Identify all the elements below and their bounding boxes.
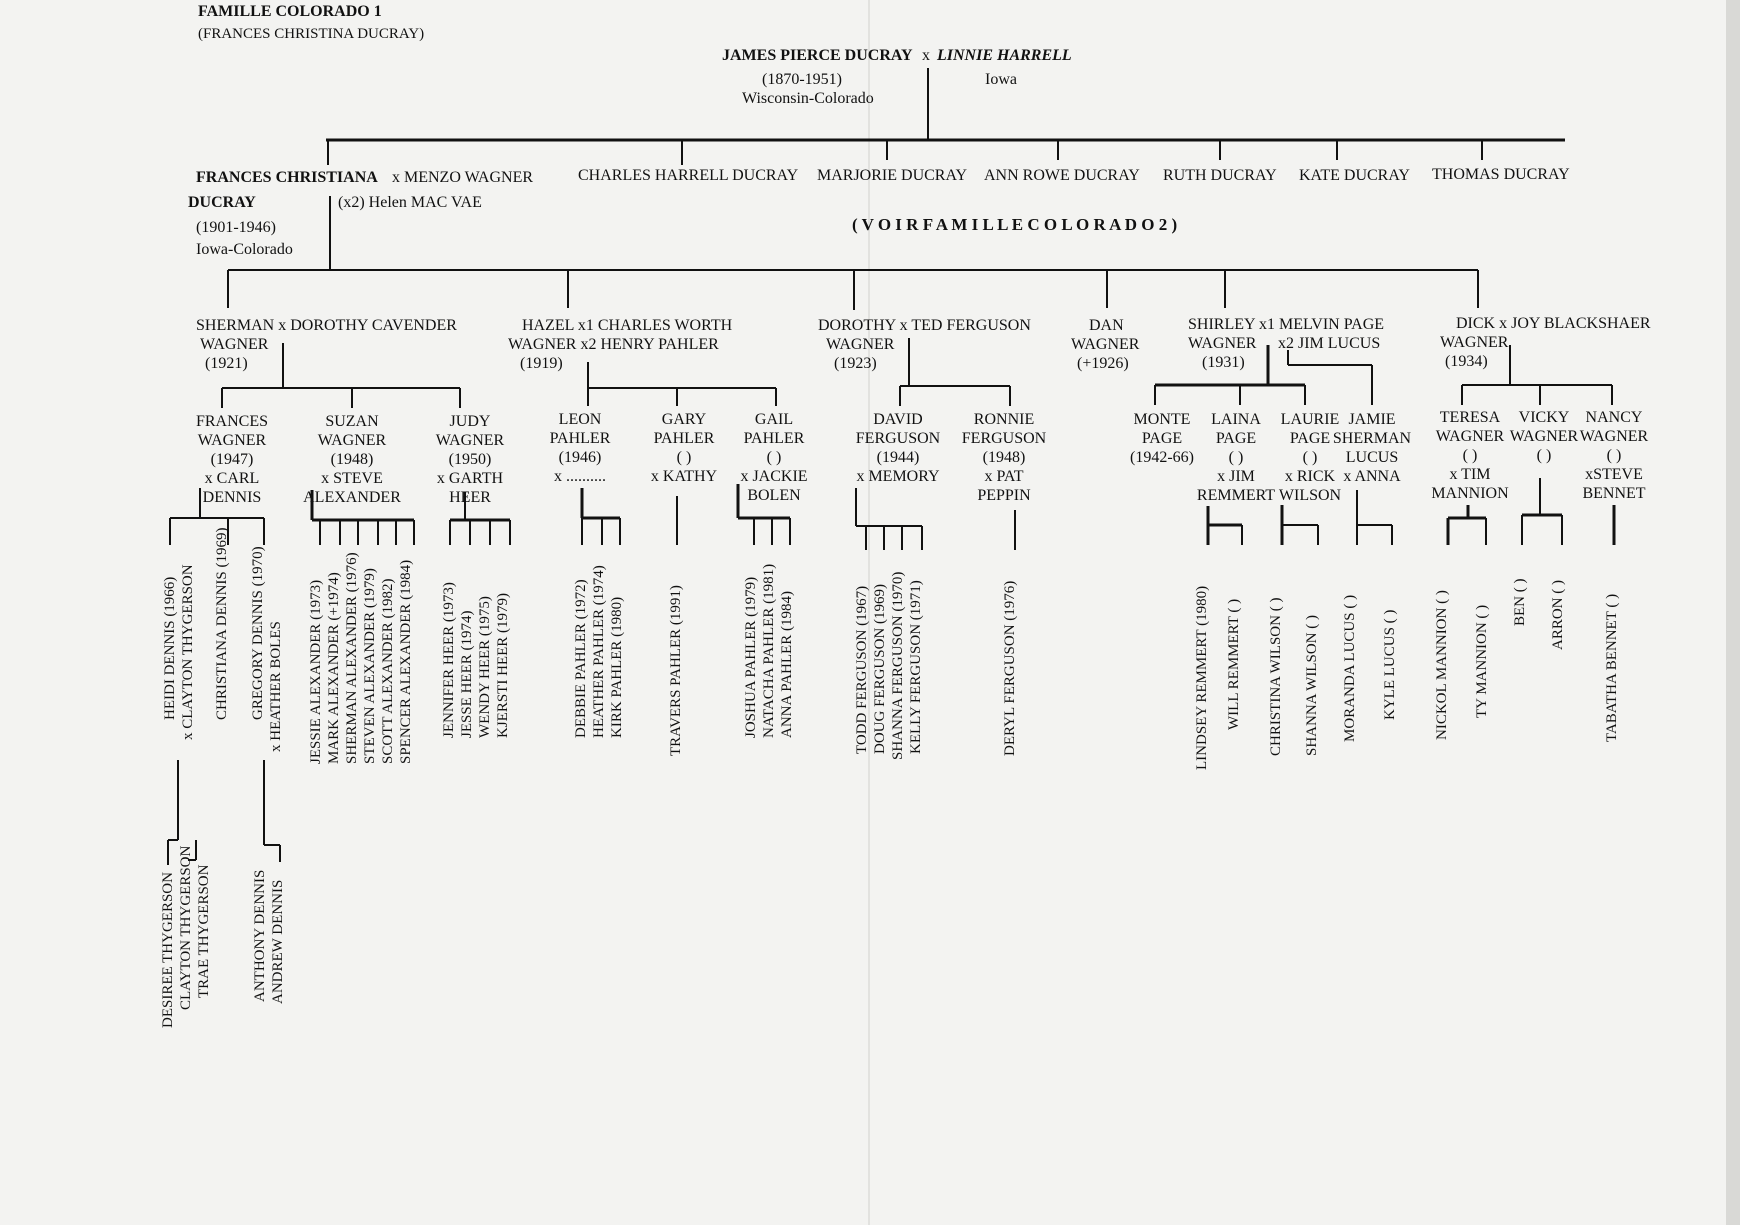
gen3-person-2-line-4: HEER <box>449 489 491 506</box>
gen3-person-14-line-0: NANCY <box>1585 409 1643 426</box>
dan-line1: DAN <box>1089 317 1124 334</box>
gen4-person-9: SCOTT ALEXANDER (1982) <box>380 578 396 764</box>
gen4-person-32: KYLE LUCUS ( ) <box>1382 609 1398 720</box>
dan-line2: WAGNER <box>1071 336 1140 353</box>
gen3-person-2-line-1: WAGNER <box>435 432 505 449</box>
root-dates: (1870-1951) <box>762 71 842 88</box>
gen4-person-10: SPENCER ALEXANDER (1984) <box>398 559 414 764</box>
gen3-person-5-line-3: x JACKIE <box>740 468 808 485</box>
gen3-person-4-line-3: x KATHY <box>650 468 718 485</box>
root-place: Wisconsin-Colorado <box>742 90 874 107</box>
shirley-line2: WAGNER <box>1188 335 1257 352</box>
sibling-marjorie: MARJORIE DUCRAY <box>817 167 968 184</box>
gen3-person-9-line-0: LAINA <box>1211 411 1261 428</box>
chart-subtitle: (FRANCES CHRISTINA DUCRAY) <box>198 26 425 42</box>
sherman-line3: (1921) <box>205 355 248 372</box>
gen4-person-20: NATACHA PAHLER (1981) <box>761 563 777 738</box>
gen3-person-8-line-2: (1942-66) <box>1130 449 1194 466</box>
gen3-person-9-line-4: REMMERT <box>1196 487 1276 504</box>
shirley-line1: SHIRLEY x1 MELVIN PAGE <box>1188 316 1385 333</box>
gen3-person-0-line-1: WAGNER <box>197 432 267 449</box>
gen3-person-5-line-1: PAHLER <box>743 430 805 447</box>
gen3-person-6-line-1: FERGUSON <box>855 430 941 447</box>
gen4-person-29: CHRISTINA WILSON ( ) <box>1268 597 1284 756</box>
gen4-person-34: TY MANNION ( ) <box>1474 604 1490 718</box>
gen4-person-13: WENDY HEER (1975) <box>477 596 493 738</box>
gen3-person-5-line-4: BOLEN <box>747 487 801 504</box>
gen3-person-3-line-2: (1946) <box>558 449 602 466</box>
gen3-person-4-line-2: ( ) <box>676 449 692 466</box>
see-colorado-2-note: ( V O I R F A M I L L E C O L O R A D O 2 ) <box>852 215 1178 234</box>
gen3-person-12-line-3: x TIM <box>1449 466 1491 483</box>
gen5-person-1: CLAYTON THYGERSON <box>178 845 194 1010</box>
gen3-person-5 <box>704 410 844 505</box>
gen3-person-11-line-3: x ANNA <box>1343 468 1401 485</box>
gen3-person-3-line-0: LEON <box>558 411 602 428</box>
gen4-person-6: MARK ALEXANDER (+1974) <box>326 572 342 764</box>
gen3-person-7-line-0: RONNIE <box>973 411 1035 428</box>
gen3-person-2-line-2: (1950) <box>448 451 492 468</box>
gen4-person-19: JOSHUA PAHLER (1979) <box>743 576 759 738</box>
gen3-person-0-line-2: (1947) <box>210 451 254 468</box>
gen5-person-3: ANTHONY DENNIS <box>252 869 268 1002</box>
gen3-person-10-line-2: ( ) <box>1302 449 1318 466</box>
gen3-person-2-line-0: JUDY <box>449 413 491 430</box>
gen3-person-12-line-1: WAGNER <box>1435 428 1505 445</box>
gen3-person-5-line-2: ( ) <box>766 449 782 466</box>
hazel-line2: WAGNER x2 HENRY PAHLER <box>508 336 719 353</box>
dick-line3: (1934) <box>1445 353 1488 370</box>
gen3-person-1-line-4: ALEXANDER <box>303 489 401 506</box>
gen3-person-14-line-1: WAGNER <box>1579 428 1649 445</box>
gen3-person-7-line-1: FERGUSON <box>961 430 1047 447</box>
hazel-line3: (1919) <box>520 355 563 372</box>
gen3-person-7-line-2: (1948) <box>982 449 1026 466</box>
gen4-person-18: TRAVERS PAHLER (1991) <box>668 585 684 756</box>
frances-name-line2: DUCRAY <box>188 194 256 211</box>
gen4-person-33: NICKOL MANNION ( ) <box>1434 590 1450 740</box>
gen3-person-1-line-3: x STEVE <box>321 470 383 487</box>
gen3-person-14-line-2: ( ) <box>1606 447 1622 464</box>
hazel-line1: HAZEL x1 CHARLES WORTH <box>522 317 733 334</box>
root-marriage-x: x <box>922 47 930 64</box>
gen5-person-2: TRAE THYGERSON <box>196 864 212 998</box>
gen4-person-37: TABATHA BENNET ( ) <box>1604 593 1620 742</box>
gen3-person-14-line-3: xSTEVE <box>1585 466 1643 483</box>
gen4-person-35: BEN ( ) <box>1512 578 1528 626</box>
dick-line1: DICK x JOY BLACKSHAER <box>1456 315 1651 332</box>
gen4-person-21: ANNA PAHLER (1984) <box>779 591 795 738</box>
gen3-person-0-line-3: x CARL <box>204 470 260 487</box>
gen4-person-11: JENNIFER HEER (1973) <box>441 582 457 738</box>
gen5-person-4: ANDREW DENNIS <box>270 879 286 1004</box>
sibling-ruth: RUTH DUCRAY <box>1163 167 1277 184</box>
gen4-person-2: CHRISTIANA DENNIS (1969) <box>214 527 230 720</box>
gen4-person-17: KIRK PAHLER (1980) <box>609 596 625 738</box>
gen4-person-3: GREGORY DENNIS (1970) <box>250 546 266 720</box>
shirley-line2b: x2 JIM LUCUS <box>1278 335 1381 352</box>
gen3-person-10-line-3: x RICK <box>1284 468 1336 485</box>
gen3-person-9-line-1: PAGE <box>1215 430 1257 447</box>
gen3-person-3-line-3: x .......... <box>554 468 606 485</box>
gen4-person-31: MORANDA LUCUS ( ) <box>1342 594 1358 742</box>
gen4-person-8: STEVEN ALEXANDER (1979) <box>362 568 378 764</box>
gen4-person-23: DOUG FERGUSON (1969) <box>872 583 888 754</box>
gen3-person-7 <box>934 410 1074 505</box>
sherman-line2: WAGNER <box>200 336 269 353</box>
gen3-person-12-line-2: ( ) <box>1462 447 1478 464</box>
gen4-person-24: SHANNA FERGUSON (1970) <box>890 571 906 760</box>
gen3-person-14-line-4: BENNET <box>1582 485 1646 502</box>
gen3-person-11-line-2: LUCUS <box>1345 449 1399 466</box>
gen3-person-2-line-3: x GARTH <box>436 470 504 487</box>
gen3-person-4-line-0: GARY <box>661 411 707 428</box>
gen3-person-5-line-0: GAIL <box>754 411 794 428</box>
gen3-person-8-line-1: PAGE <box>1141 430 1183 447</box>
sherman-line1: SHERMAN x DOROTHY CAVENDER <box>196 317 457 334</box>
gen3-person-7-line-4: PEPPIN <box>977 487 1031 504</box>
gen3-person-6-line-3: x MEMORY <box>856 468 940 485</box>
dorothy-line2: WAGNER <box>826 336 895 353</box>
dick-line2: WAGNER <box>1440 334 1509 351</box>
gen4-person-5: JESSIE ALEXANDER (1973) <box>308 579 324 764</box>
gen3-person-4-line-1: PAHLER <box>653 430 715 447</box>
gen4-person-26: DERYL FERGUSON (1976) <box>1002 580 1018 756</box>
gen4-person-14: KJERSTI HEER (1979) <box>495 593 511 738</box>
gen3-person-11-line-1: SHERMAN <box>1332 430 1412 447</box>
gen3-person-0-line-4: DENNIS <box>202 489 262 506</box>
gen3-person-6-line-2: (1944) <box>876 449 920 466</box>
gen3-person-0 <box>162 412 302 507</box>
gen3-person-7-line-3: x PAT <box>984 468 1024 485</box>
gen3-person-10-line-1: PAGE <box>1289 430 1331 447</box>
root-person-name: JAMES PIERCE DUCRAY <box>722 47 913 64</box>
gen3-person-9-line-3: x JIM <box>1217 468 1255 485</box>
root-spouse-place: Iowa <box>985 71 1017 88</box>
gen4-person-30: SHANNA WILSON ( ) <box>1304 615 1320 756</box>
sibling-thomas: THOMAS DUCRAY <box>1432 166 1570 183</box>
sibling-ann: ANN ROWE DUCRAY <box>984 167 1140 184</box>
frances-dates: (1901-1946) <box>196 219 276 236</box>
shirley-line3: (1931) <box>1202 354 1245 371</box>
gen3-person-13-line-0: VICKY <box>1518 409 1570 426</box>
gen3-person-14 <box>1544 408 1684 503</box>
gen3-person-0-line-0: FRANCES <box>195 413 269 430</box>
gen4-person-25: KELLY FERGUSON (1971) <box>908 580 924 754</box>
gen3-person-13-line-2: ( ) <box>1536 447 1552 464</box>
gen3-person-1-line-1: WAGNER <box>317 432 387 449</box>
gen4-person-0: HEIDI DENNIS (1966) <box>162 576 178 720</box>
frances-spouse: x MENZO WAGNER <box>392 169 534 186</box>
gen4-person-27: LINDSEY REMMERT (1980) <box>1194 585 1210 770</box>
gen4-person-16: HEATHER PAHLER (1974) <box>591 565 607 738</box>
gen4-person-28: WILL REMMERT ( ) <box>1226 598 1242 730</box>
gen5-person-0: DESIREE THYGERSON <box>160 872 176 1028</box>
root-spouse-name: LINNIE HARRELL <box>937 47 1072 64</box>
gen4-person-36: ARRON ( ) <box>1550 580 1566 650</box>
frances-place: Iowa-Colorado <box>196 241 293 258</box>
gen3-person-8-line-0: MONTE <box>1133 411 1191 428</box>
dorothy-line1: DOROTHY x TED FERGUSON <box>818 317 1031 334</box>
gen3-person-10-line-0: LAURIE <box>1280 411 1340 428</box>
frances-spouse2: (x2) Helen MAC VAE <box>338 194 482 211</box>
gen3-person-11-line-0: JAMIE <box>1348 411 1396 428</box>
gen4-person-7: SHERMAN ALEXANDER (1976) <box>344 552 360 764</box>
gen4-person-1: x CLAYTON THYGERSON <box>180 564 196 740</box>
gen4-person-4: x HEATHER BOLES <box>268 621 284 752</box>
dorothy-line3: (1923) <box>834 355 877 372</box>
gen3-person-10-line-4: WILSON <box>1278 487 1342 504</box>
sibling-charles: CHARLES HARRELL DUCRAY <box>578 167 799 184</box>
gen4-person-15: DEBBIE PAHLER (1972) <box>573 579 589 738</box>
gen3-person-6-line-0: DAVID <box>873 411 923 428</box>
gen3-person-9-line-2: ( ) <box>1228 449 1244 466</box>
gen3-person-12-line-0: TERESA <box>1439 409 1501 426</box>
sibling-kate: KATE DUCRAY <box>1299 167 1410 184</box>
gen3-person-12-line-4: MANNION <box>1431 485 1509 502</box>
gen4-person-12: JESSE HEER (1974) <box>459 610 475 738</box>
gen3-person-1-line-2: (1948) <box>330 451 374 468</box>
gen3-person-13-line-1: WAGNER <box>1509 428 1579 445</box>
gen3-person-1-line-0: SUZAN <box>325 413 379 430</box>
frances-name-line1: FRANCES CHRISTIANA <box>196 169 378 186</box>
chart-title: FAMILLE COLORADO 1 <box>198 3 382 20</box>
dan-line3: (+1926) <box>1077 355 1129 372</box>
gen4-person-22: TODD FERGUSON (1967) <box>854 585 870 754</box>
gen3-person-3-line-1: PAHLER <box>549 430 611 447</box>
